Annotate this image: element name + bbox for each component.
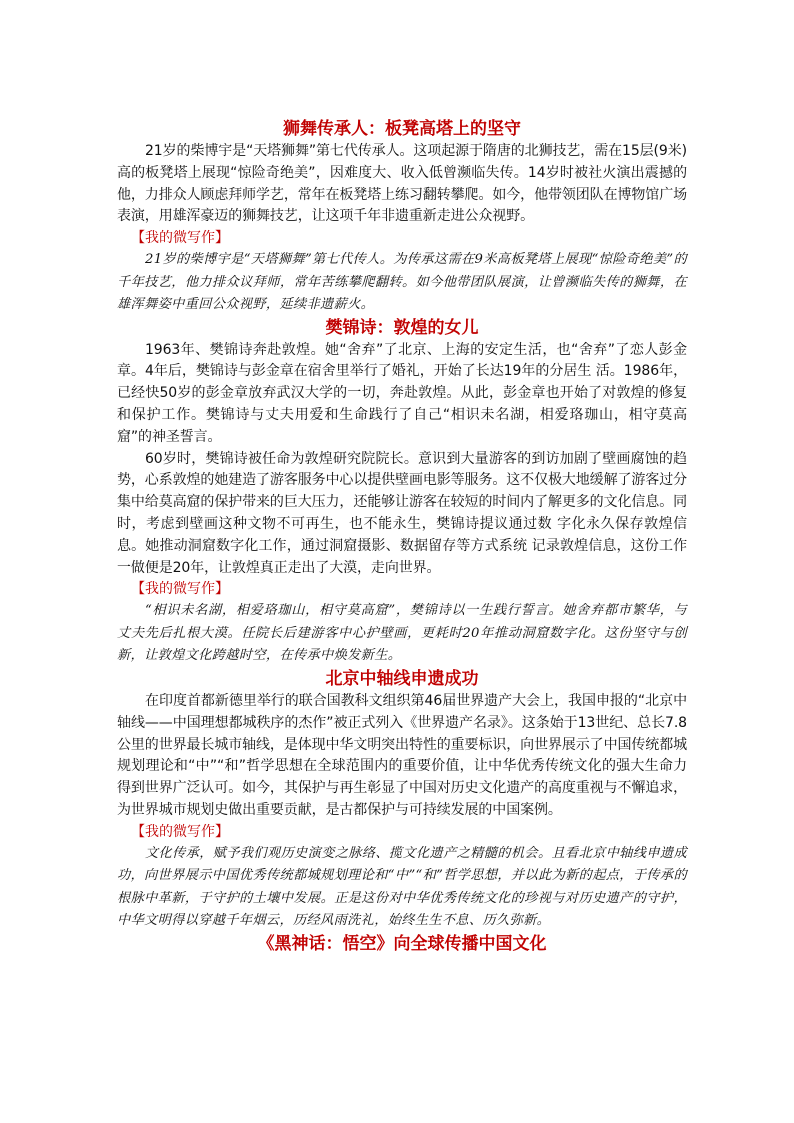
micro-writing-text: 21岁的柴博宇是“天塔狮舞”第七代传人。为传承这需在9米高板凳塔上展现“惊险奇绝美”的千年技艺，他力排众议拜师，常年苦练攀爬翻转。如今他带团队展演，让曾濒临失传的狮舞，在雄浑舞姿中重回公众视野，延续非遗薪火。 <box>117 252 687 313</box>
micro-writing-label: 【我的微写作】 <box>131 581 229 598</box>
micro-writing-label: 【我的微写作】 <box>131 823 229 840</box>
section-title: 北京中轴线申遗成功 <box>325 668 479 689</box>
micro-writing-text: 文化传承，赋予我们观历史演变之脉络、揽文化遗产之精髓的机会。且看北京中轴线申遗成功，向世界展示中国优秀传统都城规划理论和“中”“和”哲学思想，并以此为新的起点，于传承的根脉中革新，于守护的土壤中发展。正是这份对中华优秀传统文化的珍视与对历史遗产的守护，中华文明得以穿越千年烟云，历经风雨洗礼，始终生生不息、历久弥新。 <box>117 845 687 929</box>
section-paragraph: 在印度首都新德里举行的联合国教科文组织第46届世界遗产大会上，我国申报的“北京中轴线——中国理想都城秩序的杰作”被正式列入《世界遗产名录》。这条始于13世纪、总长7.8公里的世界最长城市轴线，是体现中华文明突出特性的重要标识，向世界展示了中国传统都城规划理论和“中”“和”哲学思想在全球范围内的重要价值，让中华优秀传统文化的强大生命力得到世界广泛认可。如今，其保护与再生彰显了中国对历史文化遗产的高度重视与不懈追求，为世界城市规划史做出重要贡献，是古都保护与可持续发展的中国案例。 <box>117 692 687 818</box>
section-title: 狮舞传承人：板凳高塔上的坚守 <box>283 119 521 139</box>
section-title: 樊锦诗：敦煌的女儿 <box>325 317 479 338</box>
section-title: 《黑神话：悟空》向全球传播中国文化 <box>257 933 547 954</box>
section-paragraph: 1963年、樊锦诗奔赴敦煌。她“舍弃”了北京、上海的安定生活，也“舍弃”了恋人彭金章。4年后，樊锦诗与彭金章在宿舍里举行了婚礼，开始了长达19年的分居生 活。1986年，已经快50岁的彭金章放弃武汉大学的一切，奔赴敦煌。从此，彭金章也开始了对敦煌的修复和保护工作。樊锦诗与丈夫用爱和生命践行了自己“相识未名湖，相爱珞珈山，相守莫高窟”的神圣誓言。 <box>117 341 687 445</box>
micro-writing-text: “相识未名湖，相爱珞珈山，相守莫高窟”，樊锦诗以一生践行誓言。她舍弃都市繁华，与丈夫先后扎根大漠。任院长后建游客中心护壁画，更耗时20年推动洞窟数字化。这份坚守与创新，让敦煌文化跨越时空，在传承中焕发新生。 <box>117 603 687 664</box>
document-page <box>117 118 687 956</box>
micro-writing-label: 【我的微写作】 <box>131 230 229 247</box>
section-paragraph: 21岁的柴博宇是“天塔狮舞”第七代传承人。这项起源于隋唐的北狮技艺，需在15层(9米)高的板凳塔上展现“惊险奇绝美”，因难度大、收入低曾濒临失传。14岁时被社火演出震撼的他，力排众人顾虑拜师学艺，常年在板凳塔上练习翻转攀爬。如今，他带领团队在博物馆广场表演，用雄浑豪迈的狮舞技艺，让这项千年非遗重新走进公众视野。 <box>117 143 687 225</box>
section-paragraph: 60岁时，樊锦诗被任命为敦煌研究院院长。意识到大量游客的到访加剧了壁画腐蚀的趋势，心系敦煌的她建造了游客服务中心以提供壁画电影等服务。这不仅极大地缓解了游客过分集中给莫高窟的保护带来的巨大压力，还能够让游客在较短的时间内了解更多的文化信息。同时，考虑到壁画这种文物不可再生，也不能永生，樊锦诗提议通过数 字化永久保存敦煌信息。她推动洞窟数字化工作，通过洞窟摄影、数据留存等方式系统 记录敦煌信息，这份工作一做便是20年，让敦煌真正走出了大漠，走向世界。 <box>117 450 687 576</box>
